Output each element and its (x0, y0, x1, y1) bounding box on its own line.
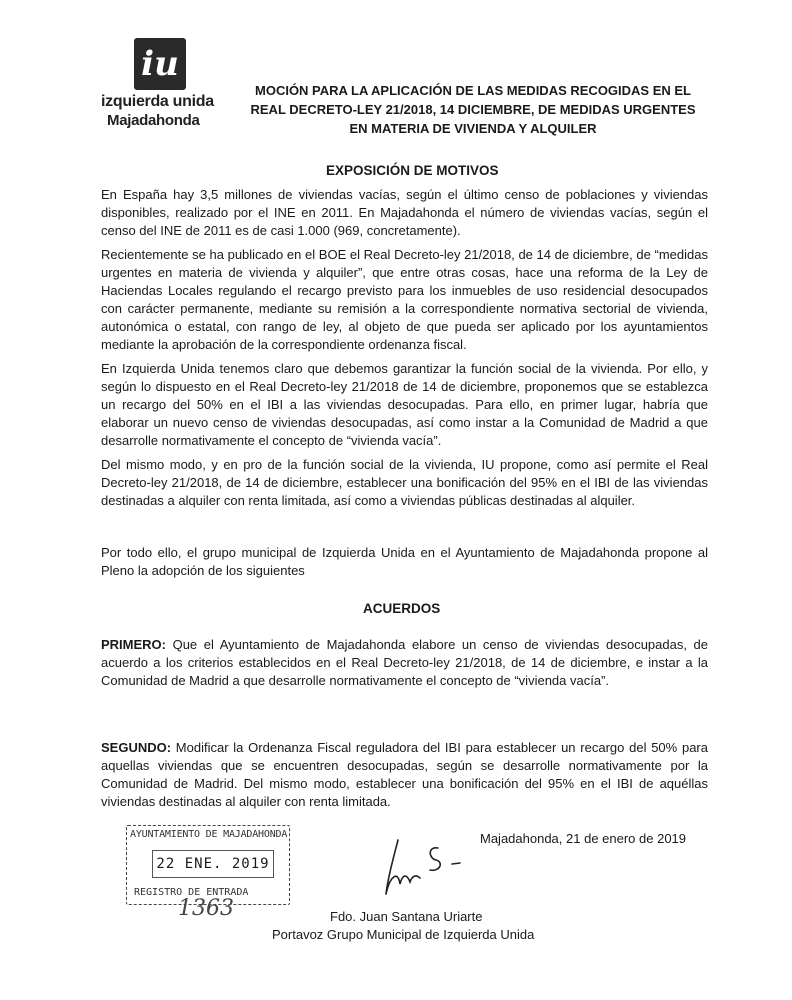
logo-text: izquierda unida (101, 93, 214, 110)
acuerdo-segundo-label: SEGUNDO: (101, 740, 172, 755)
exposicion-paragraph-3: En Izquierda Unida tenemos claro que debemos garantizar la función social de la vivienda. Por ello, y según lo dispuesto en el Real Decreto-ley 21/2018 de 14 de diciembre, proponemos que se establezca un recargo del 50% en el IBI a las viviendas desocupadas. Para ello, en primer lugar, habría que elaborar un nuevo censo de viviendas desocupadas, así como instar a la Comunidad de Madrid a que desarrolle normativamente el concepto de “vivienda vacía”. (101, 361, 708, 448)
logo-subtext: Majadahonda (107, 112, 200, 129)
exposicion-paragraph-4: Del mismo modo, y en pro de la función social de la vivienda, IU propone, como así permite el Real Decreto-ley 21/2018, de 14 de diciembre, establecer una bonificación del 95% en el IBI de las viviendas destinadas a alquiler con renta limitada, así como a viviendas públicas destinadas al alquiler. (101, 457, 708, 508)
acuerdo-segundo (101, 739, 708, 811)
acuerdo-primero (101, 636, 708, 690)
stamp-date: 22 ENE. 2019 (152, 850, 274, 878)
place-date: Majadahonda, 21 de enero de 2019 (480, 831, 687, 846)
stamp-footer: REGISTRO DE ENTRADA (134, 887, 249, 898)
title-line-3: EN MATERIA DE VIVIENDA Y ALQUILER (349, 121, 597, 136)
handwritten-signature (376, 836, 486, 900)
title-line-1: MOCIÓN PARA LA APLICACIÓN DE LAS MEDIDAS RECOGIDAS EN EL (255, 83, 691, 98)
exposicion-paragraph-1: En España hay 3,5 millones de viviendas vacías, según el último censo de poblaciones y viviendas disponibles, realizado por el INE en 2011. En Majadahonda el número de viviendas vacías, según el censo del INE de 2011 es de casi 1.000 (969, concretamente). (101, 187, 708, 238)
exposicion-paragraph-5: Por todo ello, el grupo municipal de Izquierda Unida en el Ayuntamiento de Majadahonda propone al Pleno la adopción de los siguientes (101, 545, 708, 578)
stamp-registry-number: 1363 (178, 896, 234, 921)
acuerdo-primero-text: Que el Ayuntamiento de Majadahonda elabore un censo de viviendas desocupadas, de acuerdo a los criterios establecidos en el Real Decreto-ley 21/2018, de 14 de diciembre, e instar a la Comunidad de Madrid a que desarrolle normativamente el concepto de “vivienda vacía”. (101, 637, 708, 688)
exposicion-paragraph-2: Recientemente se ha publicado en el BOE el Real Decreto-ley 21/2018, de 14 de diciembre, de “medidas urgentes en materia de vivienda y alquiler”, que entre otras cosas, hace una reforma de la Ley de Haciendas Locales regulando el recargo previsto para los inmuebles de uso residencial desocupados con carácter permanente, mediante su remisión a la correspondiente normativa sectorial de vivienda, autonómica o estatal, con rango de ley, al objeto de que pueda ser aplicado por los ayuntamientos mediante la aprobación de la correspondiente ordenanza fiscal. (101, 247, 708, 352)
acuerdo-segundo-text: Modificar la Ordenanza Fiscal reguladora del IBI para establecer un recargo del 50% para aquellas viviendas que se encuentren desocupadas, según se desarrolle normativamente por la Comunidad de Madrid. Del mismo modo, establecer una bonificación del 95% en el IBI de aquéllas viviendas destinadas al alquiler con renta limitada. (101, 740, 708, 809)
signer-name: Fdo. Juan Santana Uriarte (330, 909, 483, 924)
title-line-2: REAL DECRETO-LEY 21/2018, 14 DICIEMBRE, DE MEDIDAS URGENTES (250, 102, 696, 117)
acuerdos-heading: ACUERDOS (363, 601, 441, 616)
logo-mark: iu (134, 38, 186, 90)
exposicion-heading: EXPOSICIÓN DE MOTIVOS (326, 163, 499, 178)
acuerdo-primero-label: PRIMERO: (101, 637, 166, 652)
signer-role: Portavoz Grupo Municipal de Izquierda Unida (272, 927, 535, 942)
document-title (228, 81, 718, 138)
stamp-header: AYUNTAMIENTO DE MAJADAHONDA (130, 829, 288, 840)
